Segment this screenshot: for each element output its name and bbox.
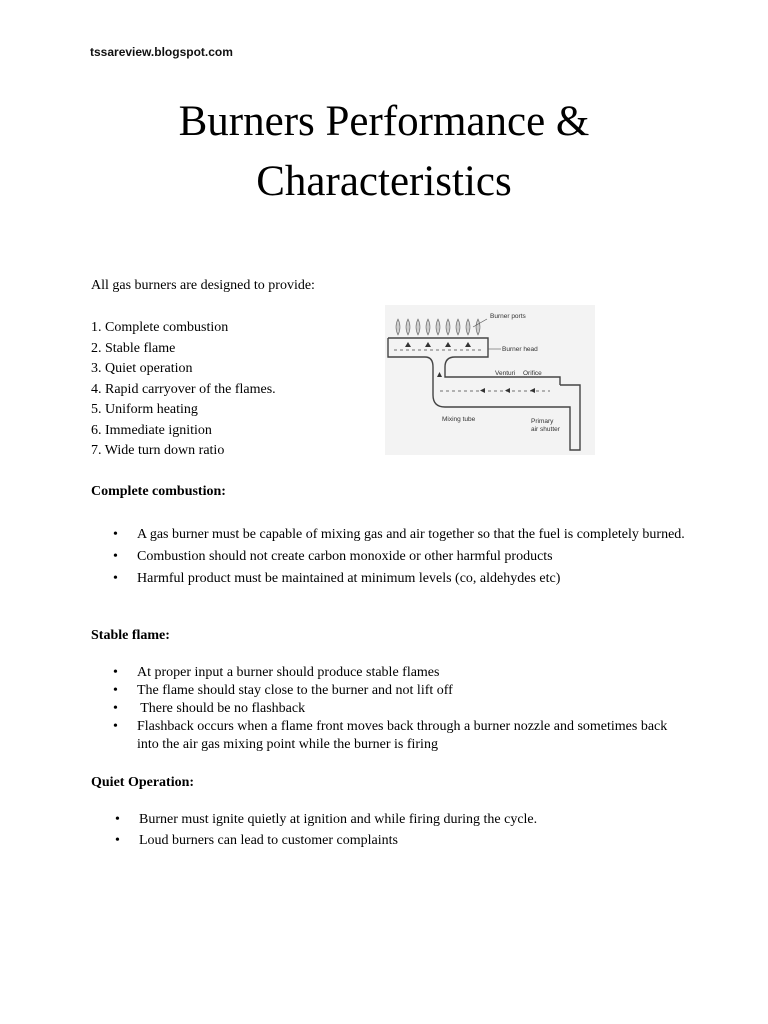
burner-diagram (385, 305, 595, 455)
title-line-1: Burners Performance & (178, 98, 590, 145)
flames-group (396, 319, 480, 335)
label-primary: Primary (531, 418, 554, 425)
list-item: 1. Complete combustion (91, 320, 229, 335)
list-item: 4. Rapid carryover of the flames. (91, 381, 276, 397)
list-item (91, 811, 691, 829)
list-item: 7. Wide turn down ratio (91, 443, 225, 458)
bullet-text: Harmful product must be maintained at minimum levels (co, aldehydes etc) (137, 571, 561, 586)
bullet-text: The flame should stay close to the burner and not lift off (137, 683, 453, 698)
label-orifice: Orifice (523, 370, 542, 377)
title-line-2: Characteristics (256, 158, 512, 205)
list-item: 6. Immediate ignition (91, 422, 212, 438)
bullet-text: Loud burners can lead to customer complaints (139, 833, 398, 848)
complete-combustion-list (91, 526, 691, 592)
list-item (91, 832, 691, 850)
section-heading-complete-combustion: Complete combustion: (91, 484, 226, 499)
intro-text: All gas burners are designed to provide: (91, 278, 315, 293)
bullet-text: A gas burner must be capable of mixing gas and air together so that the fuel is completely burned. (137, 527, 685, 542)
label-burner-head: Burner head (502, 346, 538, 353)
bullet-icon: • (113, 701, 118, 716)
list-item: 2. Stable flame (91, 340, 176, 356)
requirements-list (91, 318, 276, 462)
bullet-icon: • (113, 527, 118, 542)
label-burner-ports: Burner ports (490, 313, 526, 320)
label-venturi: Venturi (495, 370, 516, 377)
site-header: tssareview.blogspot.com (90, 45, 233, 59)
list-item (91, 700, 691, 718)
bullet-text: There should be no flashback (137, 701, 306, 716)
list-item: 5. Uniform heating (91, 402, 198, 417)
bullet-text: Combustion should not create carbon monoxide or other harmful products (137, 549, 553, 564)
quiet-operation-list (91, 811, 691, 853)
section-heading-stable-flame: Stable flame: (91, 628, 170, 643)
bullet-icon: • (115, 812, 120, 827)
bullet-icon: • (113, 665, 118, 680)
bullet-icon: • (113, 719, 118, 734)
bullet-text: At proper input a burner should produce stable flames (137, 665, 440, 680)
bullet-icon: • (113, 549, 118, 564)
page-title (0, 92, 768, 212)
bullet-icon: • (113, 683, 118, 698)
section-heading-quiet-operation: Quiet Operation: (91, 775, 195, 790)
stable-flame-list (91, 664, 691, 754)
list-item (91, 548, 691, 566)
bullet-icon: • (113, 571, 118, 586)
list-item (91, 570, 691, 588)
bullet-icon: • (115, 833, 120, 848)
label-mixing-tube: Mixing tube (442, 416, 476, 423)
list-item (91, 664, 691, 682)
label-air-shutter: air shutter (531, 426, 560, 433)
list-item (91, 718, 691, 754)
bullet-text: Burner must ignite quietly at ignition and while firing during the cycle. (139, 812, 538, 827)
list-item (91, 526, 691, 544)
list-item: 3. Quiet operation (91, 361, 193, 376)
bullet-text: Flashback occurs when a flame front moves back through a burner nozzle and sometimes back into the air gas mixing point while the burner is firing (137, 719, 668, 752)
list-item (91, 682, 691, 700)
